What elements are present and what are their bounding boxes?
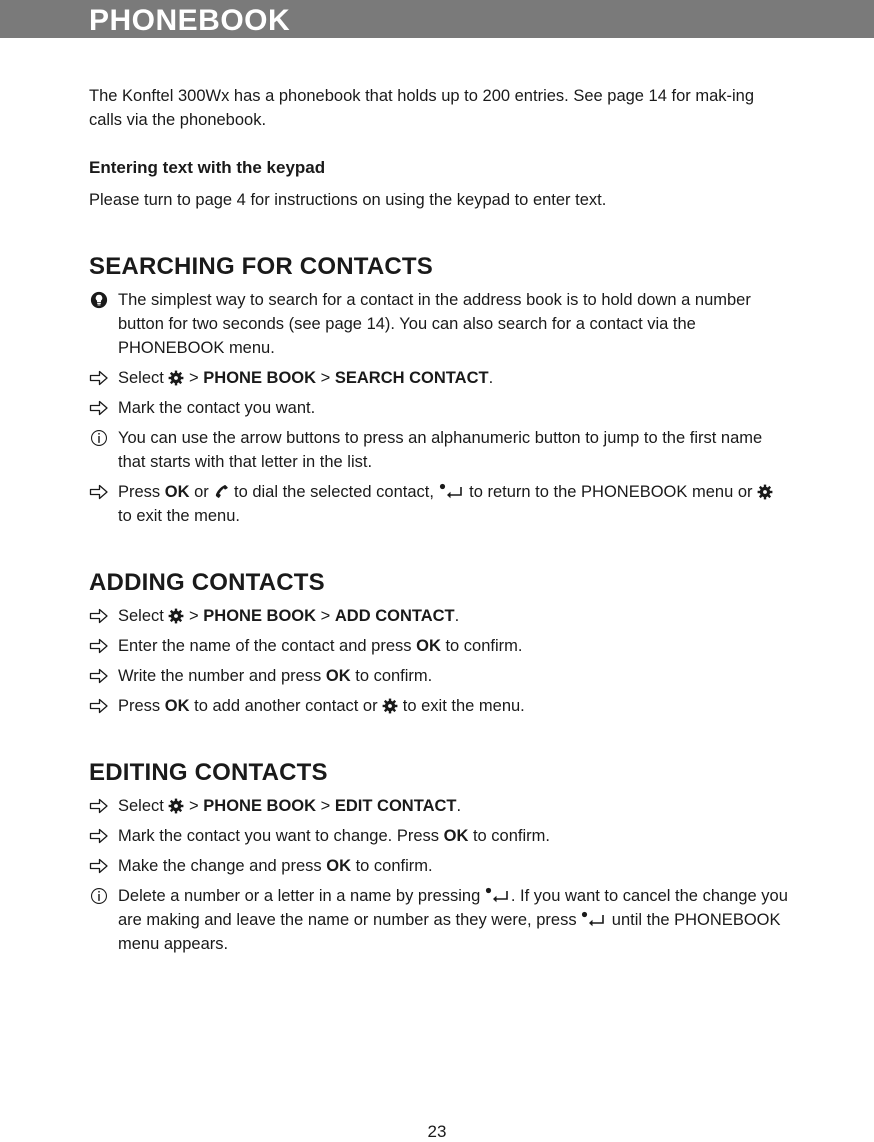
- info-text: until the PHONEBOOK menu appears.: [118, 911, 781, 953]
- ok-key-label: OK: [326, 857, 351, 875]
- step-end: .: [488, 369, 494, 387]
- step-text: to exit the menu.: [118, 507, 240, 525]
- info-icon: [89, 887, 109, 905]
- step-text: to confirm.: [445, 637, 523, 655]
- menu-item-phone-book: PHONE BOOK: [203, 369, 317, 387]
- step-end: .: [456, 797, 462, 815]
- page-number: 23: [427, 1122, 447, 1141]
- editing-step-select: [89, 794, 789, 818]
- adding-step-select: [89, 604, 789, 628]
- arrow-step-icon: [89, 369, 109, 387]
- step-text: Write the number and press: [118, 667, 322, 685]
- menu-separator: >: [320, 369, 331, 387]
- step-text: Press: [118, 697, 161, 715]
- step-text: Select: [118, 797, 164, 815]
- step-text: Enter the name of the contact and press: [118, 637, 412, 655]
- editing-step-mark: [89, 824, 789, 848]
- adding-step-number: [89, 664, 789, 688]
- step-text: Make the change and press: [118, 857, 322, 875]
- step-end: .: [454, 607, 460, 625]
- arrow-step-icon: [89, 697, 109, 715]
- menu-separator: >: [189, 369, 199, 387]
- searching-title: SEARCHING FOR CONTACTS: [89, 253, 433, 280]
- menu-separator: >: [320, 797, 331, 815]
- info-text: . If you want to cancel the change you are making and leave the name or number as they were, press: [118, 887, 788, 929]
- menu-item-phone-book: PHONE BOOK: [203, 607, 317, 625]
- step-text: to add another contact or: [194, 697, 378, 715]
- ok-key-label: OK: [443, 827, 469, 845]
- arrow-step-icon: [89, 827, 109, 845]
- ok-key-label: OK: [164, 697, 190, 715]
- info-text: You can use the arrow buttons to press an alphanumeric button to jump to the first name that starts with that letter in the list.: [118, 429, 763, 471]
- menu-gear-icon: [168, 798, 184, 814]
- arrow-step-icon: [89, 667, 109, 685]
- menu-item-add-contact: ADD CONTACT: [334, 607, 455, 625]
- arrow-step-icon: [89, 607, 109, 625]
- menu-separator: >: [320, 607, 331, 625]
- info-icon: [89, 429, 109, 447]
- keypad-subheading: Entering text with the keypad: [89, 158, 326, 177]
- info-text: Delete a number or a letter in a name by pressing: [118, 887, 481, 905]
- tip-text: The simplest way to search for a contact in the address book is to hold down a number button for two seconds (see page 14). You can also search for a contact via the PHONEBOOK menu.: [118, 291, 751, 357]
- arrow-step-icon: [89, 857, 109, 875]
- phone-icon: [213, 484, 229, 500]
- menu-item-search-contact: SEARCH CONTACT: [334, 369, 489, 387]
- menu-item-edit-contact: EDIT CONTACT: [334, 797, 457, 815]
- back-key-icon: [485, 886, 511, 904]
- step-text: Select: [118, 607, 164, 625]
- searching-tip: [89, 288, 789, 360]
- arrow-step-icon: [89, 483, 109, 501]
- back-key-icon: [439, 482, 465, 500]
- step-text: to return to the PHONEBOOK menu or: [469, 483, 753, 501]
- menu-separator: >: [189, 797, 199, 815]
- menu-gear-icon: [168, 608, 184, 624]
- back-key-icon: [581, 910, 607, 928]
- arrow-step-icon: [89, 399, 109, 417]
- step-text: Mark the contact you want.: [118, 399, 316, 417]
- step-text: Press: [118, 483, 161, 501]
- page-title: PHONEBOOK: [89, 4, 291, 37]
- arrow-step-icon: [89, 637, 109, 655]
- searching-step-press: [89, 480, 789, 528]
- searching-step-select: [89, 366, 789, 390]
- ok-key-label: OK: [416, 637, 441, 655]
- editing-step-change: [89, 854, 789, 878]
- adding-step-another: [89, 694, 789, 718]
- ok-key-label: OK: [164, 483, 190, 501]
- adding-title: ADDING CONTACTS: [89, 569, 325, 596]
- keypad-paragraph: Please turn to page 4 for instructions on using the keypad to enter text.: [89, 191, 607, 209]
- menu-gear-icon: [168, 370, 184, 386]
- ok-key-label: OK: [325, 667, 351, 685]
- editing-title: EDITING CONTACTS: [89, 759, 328, 786]
- menu-gear-icon: [757, 484, 773, 500]
- menu-item-phone-book: PHONE BOOK: [203, 797, 317, 815]
- lightbulb-tip-icon: [89, 291, 109, 309]
- step-text: Select: [118, 369, 164, 387]
- editing-info: [89, 884, 789, 956]
- menu-gear-icon: [382, 698, 398, 714]
- step-text: or: [194, 483, 209, 501]
- menu-separator: >: [189, 607, 199, 625]
- step-text: to exit the menu.: [402, 697, 525, 715]
- intro-paragraph: The Konftel 300Wx has a phonebook that holds up to 200 entries. See page 14 for mak-ing calls via the phonebook.: [89, 87, 755, 129]
- step-text: to confirm.: [355, 857, 433, 875]
- arrow-step-icon: [89, 797, 109, 815]
- adding-step-name: [89, 634, 789, 658]
- step-text: to dial the selected contact,: [233, 483, 434, 501]
- searching-info: [89, 426, 789, 474]
- step-text: Mark the contact you want to change. Press: [118, 827, 440, 845]
- searching-step-mark: [89, 396, 789, 420]
- step-text: to confirm.: [472, 827, 550, 845]
- step-text: to confirm.: [355, 667, 433, 685]
- page-content: [89, 84, 789, 962]
